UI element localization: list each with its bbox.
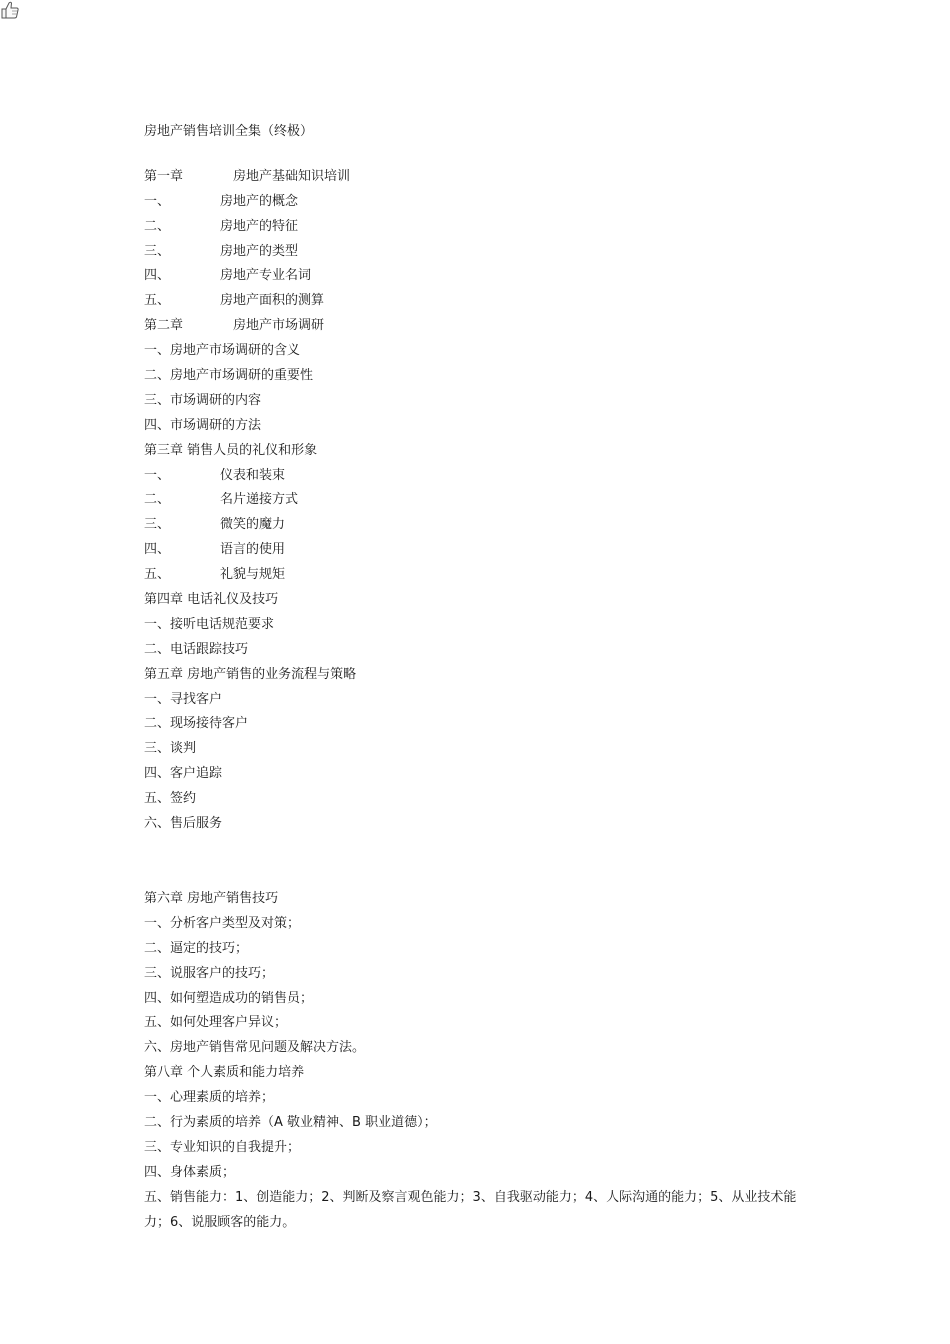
list-item: 一、 房地产的概念 <box>144 193 299 209</box>
list-item: 三、市场调研的内容 <box>144 392 262 408</box>
list-item: 四、市场调研的方法 <box>144 417 262 433</box>
list-item: 三、 微笑的魔力 <box>144 517 286 533</box>
list-item: 一、分析客户类型及对策； <box>144 915 301 931</box>
document-body <box>144 120 814 1235</box>
document-title: 房地产销售培训全集（终极） <box>144 124 314 139</box>
list-item: 一、心理素质的培养； <box>144 1090 275 1106</box>
list-item: 二、逼定的技巧； <box>144 940 249 956</box>
list-item: 五、 房地产面积的测算 <box>144 293 325 309</box>
chapter-6-heading: 第六章 房地产销售技巧 <box>144 890 279 906</box>
chapter-4-heading: 第四章 电话礼仪及技巧 <box>144 592 279 608</box>
list-item: 五、销售能力：1、创造能力；2、判断及察言观色能力；3、自我驱动能力；4、人际沟通的能力；5、从业技术能力；6、说服顾客的能力。 <box>144 1189 797 1230</box>
chapter-5-heading: 第五章 房地产销售的业务流程与策略 <box>144 666 357 682</box>
list-item: 六、房地产销售常见问题及解决方法。 <box>144 1040 366 1056</box>
list-item: 四、 语言的使用 <box>144 542 286 558</box>
list-item: 一、 仪表和装束 <box>144 467 286 483</box>
chapter-1-heading: 第一章 房地产基础知识培训 <box>144 168 351 184</box>
list-item: 三、 房地产的类型 <box>144 243 299 259</box>
list-item: 一、接听电话规范要求 <box>144 616 275 632</box>
list-item: 二、 名片递接方式 <box>144 492 299 508</box>
list-item: 五、签约 <box>144 791 197 807</box>
list-item: 一、房地产市场调研的含义 <box>144 343 301 359</box>
list-item: 二、行为素质的培养（A 敬业精神、B 职业道德）； <box>144 1114 437 1130</box>
list-item: 三、谈判 <box>144 741 197 757</box>
chapter-8-heading: 第八章 个人素质和能力培养 <box>144 1065 305 1081</box>
list-item: 二、电话跟踪技巧 <box>144 641 249 657</box>
thumbs-up-icon <box>0 0 20 20</box>
chapter-3-heading: 第三章 销售人员的礼仪和形象 <box>144 442 318 458</box>
list-item: 三、说服客户的技巧； <box>144 965 275 981</box>
list-item: 二、现场接待客户 <box>144 716 249 732</box>
list-item: 五、如何处理客户异议； <box>144 1015 288 1031</box>
list-item: 二、 房地产的特征 <box>144 218 299 234</box>
list-item: 三、专业知识的自我提升； <box>144 1139 301 1155</box>
list-item: 四、如何塑造成功的销售员； <box>144 990 314 1006</box>
list-item: 四、 房地产专业名词 <box>144 268 312 284</box>
list-item: 二、房地产市场调研的重要性 <box>144 368 314 384</box>
list-item: 五、 礼貌与规矩 <box>144 567 286 583</box>
list-item: 四、身体素质； <box>144 1164 236 1180</box>
list-item: 四、客户追踪 <box>144 766 223 782</box>
list-item: 六、售后服务 <box>144 816 223 832</box>
chapter-2-heading: 第二章 房地产市场调研 <box>144 318 325 334</box>
list-item: 一、寻找客户 <box>144 691 223 707</box>
